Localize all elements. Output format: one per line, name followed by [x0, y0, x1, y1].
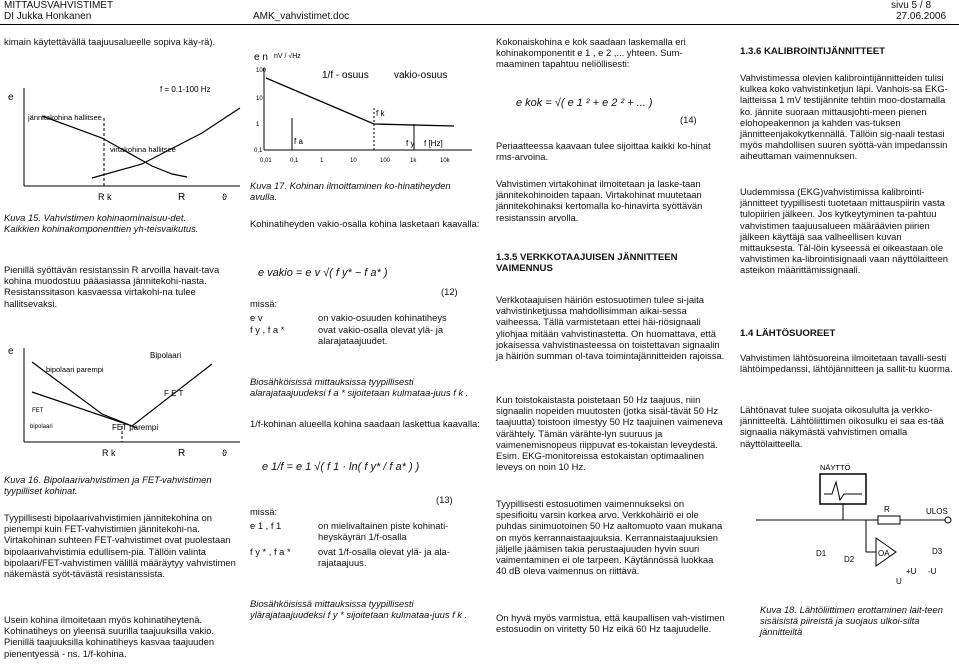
fig17-y1: 1 — [256, 122, 260, 128]
fig16-fetp: FET parempi — [112, 423, 159, 432]
fig18-d2: D2 — [844, 555, 855, 564]
note2: Biosähköisissä mittauksissa tyypillisesti ylärajataajuudeksi f y * sijoitetaan kulmataa-juus f k . — [250, 598, 468, 621]
fig15-e: e — [8, 92, 14, 103]
fig17-xtick: 1 — [320, 158, 324, 164]
fig17-xtick: 0,1 — [290, 158, 299, 164]
c1-p2: Tyypillisesti bipolaarivahvistimien jännitekohina on pienempi kuin FET-vahvistimien jännitekohi-na. Virtakohinan suhteen FET-vahvistimet ovat puolestaan bipolaarivahvistimia edullisem-pia. Tällöin valinta bipolaari/FET-vahvistimen välillä määräytyy vahvistimen näkemästä syöt-tävästä resistanssista. — [4, 512, 236, 580]
c3-p3: Vahvistimen virtakohinat ilmoitetaan ja laske-taan jännitekohinoiden tapaan. Virtakohinat muutetaan jännitekohinaksi kertomalla ko-hinavirta syöttävän resistanssin arvolla. — [496, 178, 703, 223]
fig15-mark: ϑ — [222, 192, 227, 202]
fig18-minus: -U — [928, 567, 937, 576]
c3-p6: Tyypillisesti estosuotimen vaimennukseksi on spesifioitu varsin korkea arvo. Verkkohäiriö ei ole puhdas sinimuotoinen 50 Hz aaltomuoto vaan mukana on myös kerrannaistaajuuksia. Kerrannaistaajuuksien jäljelle jäämisen takia perustaajuuden hyvin suuri vaimentaminen ei ole tarpeen. Käytännössä luokkaa 40 dB oleva vaimennus on riittävä. — [496, 498, 723, 577]
h14: 1.4 LÄHTÖSUOREET — [740, 328, 836, 339]
fig16-fet-small: FET — [32, 408, 44, 414]
eq14-no: (14) — [680, 114, 697, 125]
missa1: missä: — [250, 298, 278, 309]
d1t: e v — [250, 312, 263, 323]
fig18-plus: +U — [906, 567, 917, 576]
c4-p2: Uudemmissa (EKG)vahvistimissa kalibrointi-jännitteet tyypillisesti tuotetaan mittauspiirin vasta tulopiirien jälkeen. Jos kytkeytyminen ta-pahtuu vahvistimen taajuusalueen määräävien piirien jälkeen käyttäjä saa valheellisen kuvan mittauksesta. Täl-löin kyseessä ei oikeastaan ole vahvistimen ka-librointisignaali vaan näyttölaitteen asteikon määrittämissignaali. — [740, 186, 948, 276]
c4-p1: Vahvistimessa olevien kalibrointijännitteiden tulisi kulkea koko vahvistinketjun läpi. Vanhois-sa EKG-laitteissa 1 mV testijännite tehtiin moo-dostamalla ko. jännite suoraan mittausjohti-meen pienen elohopeakennon ja kahden vas-tuksen jännitteenjakokytkennällä. Tällöin sig-naali testasi myös mahdollisen suuren syöttä-vän impedanssin aiheuttaman vaimennuksen. — [740, 72, 948, 162]
note1: Biosähköisissä mittauksissa tyypillisesti alarajataajuudeksi f a * sijoitetaan kulmataa-juus f k . — [250, 376, 469, 399]
fig17-fy: f y — [406, 139, 415, 148]
fig16-bip: bipolaari parempi — [46, 365, 104, 374]
fig16-bipolaari: Bipolaari — [150, 351, 182, 360]
fig16-rk: R k — [102, 448, 116, 458]
c2-p1: Kohinatiheyden vakio-osalla kohina lasketaan kaavalla: — [250, 218, 480, 229]
fig17-xtick: 0,01 — [260, 158, 272, 164]
fig18-u: U — [896, 577, 902, 586]
header-file: AMK_vahvistimet.doc — [253, 11, 350, 22]
fig16-caption: Kuva 16. Bipolaarivahvistimen ja FET-vahvistimen tyypilliset kohinat. — [4, 474, 212, 497]
fig17-unit: nV / √Hz — [274, 53, 301, 60]
eq14: e kok = √( e 1 ² + e 2 ² + ... ) — [516, 97, 653, 109]
c4-p4: Lähtönavat tulee suojata oikosululta ja verkko-jännitteeltä. Lähtöliittimen oikosulku ei saa es-tää signaalia näkymästä vahvistimen omalla näyttölaitteella. — [740, 404, 944, 449]
header-title: MITTAUSVAHVISTIMET — [4, 0, 114, 11]
fig17-vakio: vakio-osuus — [394, 70, 448, 81]
fig16-bip-small: bipolaari — [30, 424, 53, 430]
fig17-en: e n — [254, 52, 268, 63]
fig16-mark: ϑ — [222, 448, 227, 458]
eq12: e vakio = e v √( f y* − f a* ) — [258, 267, 388, 279]
d3t: e 1 , f 1 — [250, 520, 282, 531]
fig18-display: NÄYTTÖ — [820, 463, 851, 472]
fig17-xtick: 10k — [440, 158, 450, 164]
fig18 — [736, 460, 958, 598]
fig18-caption: Kuva 18. Lähtöliittimen erottaminen lait-teen sisäisistä piireistä ja suojaus ulkoi-silta jännitteiltä — [760, 604, 943, 638]
header-date: 27.06.2006 — [896, 11, 947, 22]
h135: 1.3.5 VERKKOTAAJUISEN JÄNNITTEEN VAIMENNUS — [496, 252, 678, 275]
c3-p7: On hyvä myös varmistua, että kaupallisen vah-vistimen estosuodin on viritetty 50 Hz eikä 60 Hz taajuudelle. — [496, 612, 725, 635]
header-page: sivu 5 / 8 — [891, 0, 932, 11]
fig16-fet: F E T — [164, 389, 184, 398]
c3-p1: Kokonaiskohina e kok saadaan laskemalla eri kohinakomponentit e 1 , e 2 ,... yhteen. Sum-maaminen tapahtuu neliöllisesti: — [496, 36, 686, 70]
d4t: f y * , f a * — [250, 546, 291, 557]
fig15-rk: R k — [98, 192, 112, 202]
fig17-fa: f a — [294, 137, 303, 146]
d4d: ovat 1/f-osalla olevat ylä- ja ala-rajataajuus. — [318, 546, 450, 569]
d3d: on mielivaltainen piste kohinati-heyskäyrän 1/f-osalla — [318, 520, 449, 543]
d1d: on vakio-osuuden kohinatiheys — [318, 312, 447, 323]
fig17-xtick: 1k — [410, 158, 417, 164]
header-author: DI Jukka Honkanen — [4, 11, 92, 22]
c4-p3: Vahvistimen lähtösuoreina ilmoitetaan tavalli-sesti lähtöimpedanssi, lähtöjännitteen ja sallit-tu kuorma. — [740, 352, 953, 375]
fig15-r: R — [178, 192, 186, 203]
eq12-no: (12) — [441, 286, 458, 297]
fig17-1f: 1/f - osuus — [322, 70, 369, 81]
c3-p2: Periaatteessa kaavaan tulee sijoittaa kaikki ko-hinat rms-arvoina. — [496, 140, 711, 163]
fig17-xtick: 10 — [350, 158, 357, 164]
fig16-r: R — [178, 448, 186, 459]
fig15-curr: virtakohina hallitsee — [110, 145, 176, 154]
missa2: missä: — [250, 506, 278, 517]
fig18-r: R — [884, 505, 890, 514]
fig17-fk: f k — [376, 109, 385, 118]
fig15-freq: f = 0.1-100 Hz — [160, 85, 211, 94]
fig18-ulos: ULOS — [926, 507, 948, 516]
eq13-no: (13) — [436, 494, 453, 505]
fig18-d3: D3 — [932, 547, 943, 556]
header-rule — [0, 24, 959, 25]
c3-p5: Kun toistokaistasta poistetaan 50 Hz taajuus, niin signaalin nopeiden muutosten (jotka sisäl-tävät 50 Hz taajuutta) toistoon ilmestyy 50 Hz taajuinen vaimeneva värähtely. Tämän värähte-lyn suuruus ja vaimenemisnopeus riippuvat es-tokaistan leveydestä. Esim. EKG-monitoreissa estokaistan optimaalinen leveys on noin 10 Hz. — [496, 394, 723, 473]
fig17-xtick: 100 — [380, 158, 391, 164]
fig15-volt: jännitekohina hallitsee — [28, 113, 102, 122]
fig17-caption: Kuva 17. Kohinan ilmoittaminen ko-hinatiheyden avulla. — [250, 180, 451, 203]
eq13: e 1/f = e 1 √( f 1 · ln( f y* / f a* ) ) — [262, 461, 420, 473]
fig17-fhz: f [Hz] — [424, 139, 443, 148]
c1-intro: kimain käytettävällä taajuusalueelle sopiva käy-rä). — [4, 36, 216, 47]
c3-p4: Verkkotaajuisen häiriön estosuotimen tulee si-jaita vahvistinketjussa mahdollisimman aikai-sessa vaiheessa. Tällä varmistetaan ettei häi-riösignaali yliohjaa mitään vahvistinastetta. On huomattava, että jokaisessa vahvistinasteessa on toistettavan signaalin ja häiriön summan ol-tava toimintajännitteiden rajoissa. — [496, 294, 725, 362]
fig15 — [2, 78, 242, 206]
c1-p1: Pienillä syöttävän resistanssin R arvoilla havait-tava kohina muodostuu pääasiassa jännitekohi-nasta. Resistanssitason kasvaessa virtakohi-na tulee hallitsevaksi. — [4, 264, 220, 309]
h136: 1.3.6 KALIBROINTIJÄNNITTEET — [740, 46, 885, 57]
fig17-y01: 0,1 — [254, 148, 263, 154]
fig17-y100: 100 — [256, 68, 267, 74]
fig16-e: e — [8, 346, 14, 357]
d2d: ovat vakio-osalla olevat ylä- ja alarajataajuudet. — [318, 324, 444, 347]
fig18-oa: OA — [878, 549, 890, 558]
fig15-caption: Kuva 15. Vahvistimen kohinaominaisuu-det. Kaikkien kohinakomponenttien yh-teisvaikutus. — [4, 212, 199, 235]
fig18-d1: D1 — [816, 549, 827, 558]
c1-p3: Usein kohina ilmoitetaan myös kohinatiheytenä. Kohinatiheys on yleensä suurilla taajuuksilla vakio. Pienillä taajuuksilla kohinatiheys kasvaa taajuuden pienentyessä - ns. 1/f-kohina. — [4, 614, 215, 659]
c2-p2: 1/f-kohinan alueella kohina saadaan laskettua kaavalla: — [250, 418, 480, 429]
fig17-y10: 10 — [256, 96, 263, 102]
fig16 — [2, 342, 242, 462]
d2t: f y , f a * — [250, 324, 285, 335]
fig17 — [254, 38, 480, 166]
